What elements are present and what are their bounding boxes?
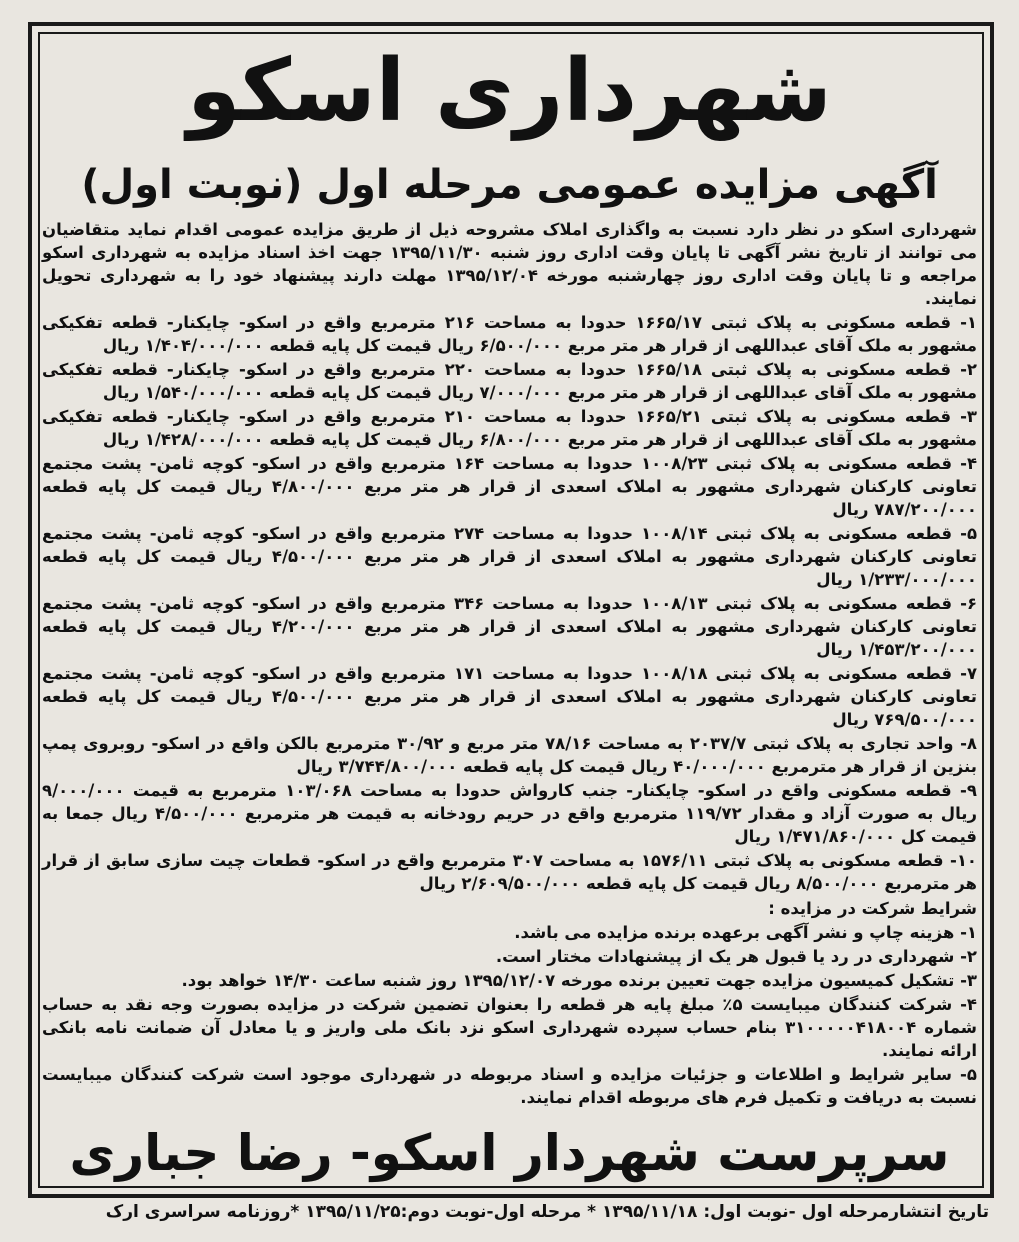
list-item: ۳- قطعه مسکونی به پلاک ثبتی ۱۶۶۵/۲۱ حدودا به مساحت ۲۱۰ مترمربع واقع در اسکو- چایکنار- قطعه تفکیکی مشهور به ملک آقای عبداللهی از قرار هر متر مربع ۶/۸۰۰/۰۰۰ ریال قیمت کل پایه قطعه ۱/۴۲۸/۰۰۰/۰۰۰ ریال: [42, 407, 977, 449]
notice-title: شهرداری اسکو: [187, 41, 832, 141]
notice-subtitle: آگهی مزایده عمومی مرحله اول (نوبت اول): [81, 162, 938, 208]
list-item: ۲- قطعه مسکونی به پلاک ثبتی ۱۶۶۵/۱۸ حدودا به مساحت ۲۲۰ مترمربع واقع در اسکو- چایکنار- قطعه تفکیکی مشهور به ملک آقای عبداللهی از قرار هر متر مربع ۷/۰۰۰/۰۰۰ ریال قیمت کل پایه قطعه ۱/۵۴۰/۰۰۰/۰۰۰ ریال: [42, 360, 977, 402]
list-item: ۹- قطعه مسکونی واقع در اسکو- چایکنار- جنب کارواش حدودا به مساحت ۱۰۳/۰۶۸ مترمربع به قیمت ۹/۰۰۰/۰۰۰ ریال به صورت آزاد و مقدار ۱۱۹/۷۲ مترمربع واقع در حریم رودخانه به قیمت هر مترمربع ۴/۵۰۰/۰۰۰ ریال جمعا به قیمت کل ۱/۴۷۱/۸۶۰/۰۰۰ ریال: [42, 781, 977, 846]
conditions-heading: شرایط شرکت در مزایده :: [768, 899, 977, 918]
list-item: ۵- قطعه مسکونی به پلاک ثبتی ۱۰۰۸/۱۴ حدودا به مساحت ۲۷۴ مترمربع واقع در اسکو- کوچه ثامن- پشت مجتمع تعاونی کارکنان شهرداری مشهور به املاک اسعدی از قرار هر متر مربع ۴/۵۰۰/۰۰۰ ریال قیمت کل پایه قطعه ۱/۲۳۳/۰۰۰/۰۰۰ ریال: [42, 524, 978, 589]
condition-item: ۳- تشکیل کمیسیون مزایده جهت تعیین برنده مورخه ۱۳۹۵/۱۲/۰۷ روز شنبه ساعت ۱۴/۳۰ خواهد بود.: [181, 971, 977, 990]
publication-footer: تاریخ انتشارمرحله اول -نوبت اول: ۱۳۹۵/۱۱/۱۸ * مرحله اول-نوبت دوم:۱۳۹۵/۱۱/۲۵ *روزنامه سراسری ارک: [105, 1202, 989, 1222]
condition-item: ۱- هزینه چاپ و نشر آگهی برعهده برنده مزایده می باشد.: [514, 923, 977, 942]
list-item: ۸- واحد تجاری به پلاک ثبتی ۲۰۳۷/۷ به مساحت ۷۸/۱۶ متر مربع و ۳۰/۹۲ مترمربع بالکن واقع در اسکو- روبروی پمپ بنزین از قرار هر مترمربع ۴۰/۰۰۰/۰۰۰ ریال قیمت کل پایه قطعه ۳/۷۴۴/۸۰۰/۰۰۰ ریال: [42, 734, 977, 776]
list-item: ۴- قطعه مسکونی به پلاک ثبتی ۱۰۰۸/۲۳ حدودا به مساحت ۱۶۴ مترمربع واقع در اسکو- کوچه ثامن- پشت مجتمع تعاونی کارکنان شهرداری مشهور به املاک اسعدی از قرار هر متر مربع ۴/۸۰۰/۰۰۰ ریال قیمت کل پایه قطعه ۷۸۷/۲۰۰/۰۰۰ ریال: [42, 454, 978, 519]
intro-paragraph: شهرداری اسکو در نظر دارد نسبت به واگذاری املاک مشروحه ذیل از طریق مزایده عمومی اقدام نماید متقاضیان می توانند از تاریخ نشر آگهی تا پایان وقت اداری روز شنبه ۱۳۹۵/۱۱/۳۰ جهت اخذ اسناد مزایده به شهرداری اسکو مراجعه و تا پایان وقت اداری روز چهارشنبه مورخه ۱۳۹۵/۱۲/۰۴ مهلت دارند پیشنهاد خود را به شهرداری تحویل نمایند.: [42, 220, 978, 308]
condition-item: ۲- شهرداری در رد یا قبول هر یک از پیشنهادات مختار است.: [495, 947, 977, 966]
notice-body: [42, 218, 977, 1110]
list-item: ۷- قطعه مسکونی به پلاک ثبتی ۱۰۰۸/۱۸ حدودا به مساحت ۱۷۱ مترمربع واقع در اسکو- کوچه ثامن- پشت مجتمع تعاونی کارکنان شهرداری مشهور به املاک اسعدی از قرار هر متر مربع ۴/۵۰۰/۰۰۰ ریال قیمت کل پایه قطعه ۷۶۹/۵۰۰/۰۰۰ ریال: [42, 664, 978, 729]
condition-item: ۴- شرکت کنندگان میبایست ۵٪ مبلغ پایه هر قطعه را بعنوان تضمین شرکت در مزایده بصورت وجه نقد به حساب شماره ۳۱۰۰۰۰۰۴۱۸۰۰۴ بنام حساب سپرده شهرداری اسکو نزد بانک ملی واریز و یا معادل آن ضمانت نامه بانکی ارائه نمایند.: [42, 995, 977, 1060]
list-item: ۱۰- قطعه مسکونی به پلاک ثبتی ۱۵۷۶/۱۱ به مساحت ۳۰۷ مترمربع واقع در اسکو- قطعات چیت سازی سابق از قرار هر مترمربع ۸/۵۰۰/۰۰۰ ریال قیمت کل پایه قطعه ۲/۶۰۹/۵۰۰/۰۰۰ ریال: [42, 851, 978, 893]
list-item: ۱- قطعه مسکونی به پلاک ثبتی ۱۶۶۵/۱۷ حدودا به مساحت ۲۱۶ مترمربع واقع در اسکو- چایکنار- قطعه تفکیکی مشهور به ملک آقای عبداللهی از قرار هر متر مربع ۶/۵۰۰/۰۰۰ ریال قیمت کل پایه قطعه ۱/۴۰۴/۰۰۰/۰۰۰ ریال: [42, 313, 977, 355]
condition-item: ۵- سایر شرایط و اطلاعات و جزئیات مزایده و اسناد مربوطه در شهرداری موجود است شرکت کنندگان میبایست نسبت به دریافت و تکمیل فرم های مربوطه اقدام نمایند.: [42, 1065, 977, 1107]
list-item: ۶- قطعه مسکونی به پلاک ثبتی ۱۰۰۸/۱۳ حدودا به مساحت ۳۴۶ مترمربع واقع در اسکو- کوچه ثامن- پشت مجتمع تعاونی کارکنان شهرداری مشهور به املاک اسعدی از قرار هر متر مربع ۴/۲۰۰/۰۰۰ ریال قیمت کل پایه قطعه ۱/۴۵۳/۲۰۰/۰۰۰ ریال: [42, 594, 978, 659]
signature-line: سرپرست شهردار اسکو- رضا جباری: [69, 1124, 950, 1182]
